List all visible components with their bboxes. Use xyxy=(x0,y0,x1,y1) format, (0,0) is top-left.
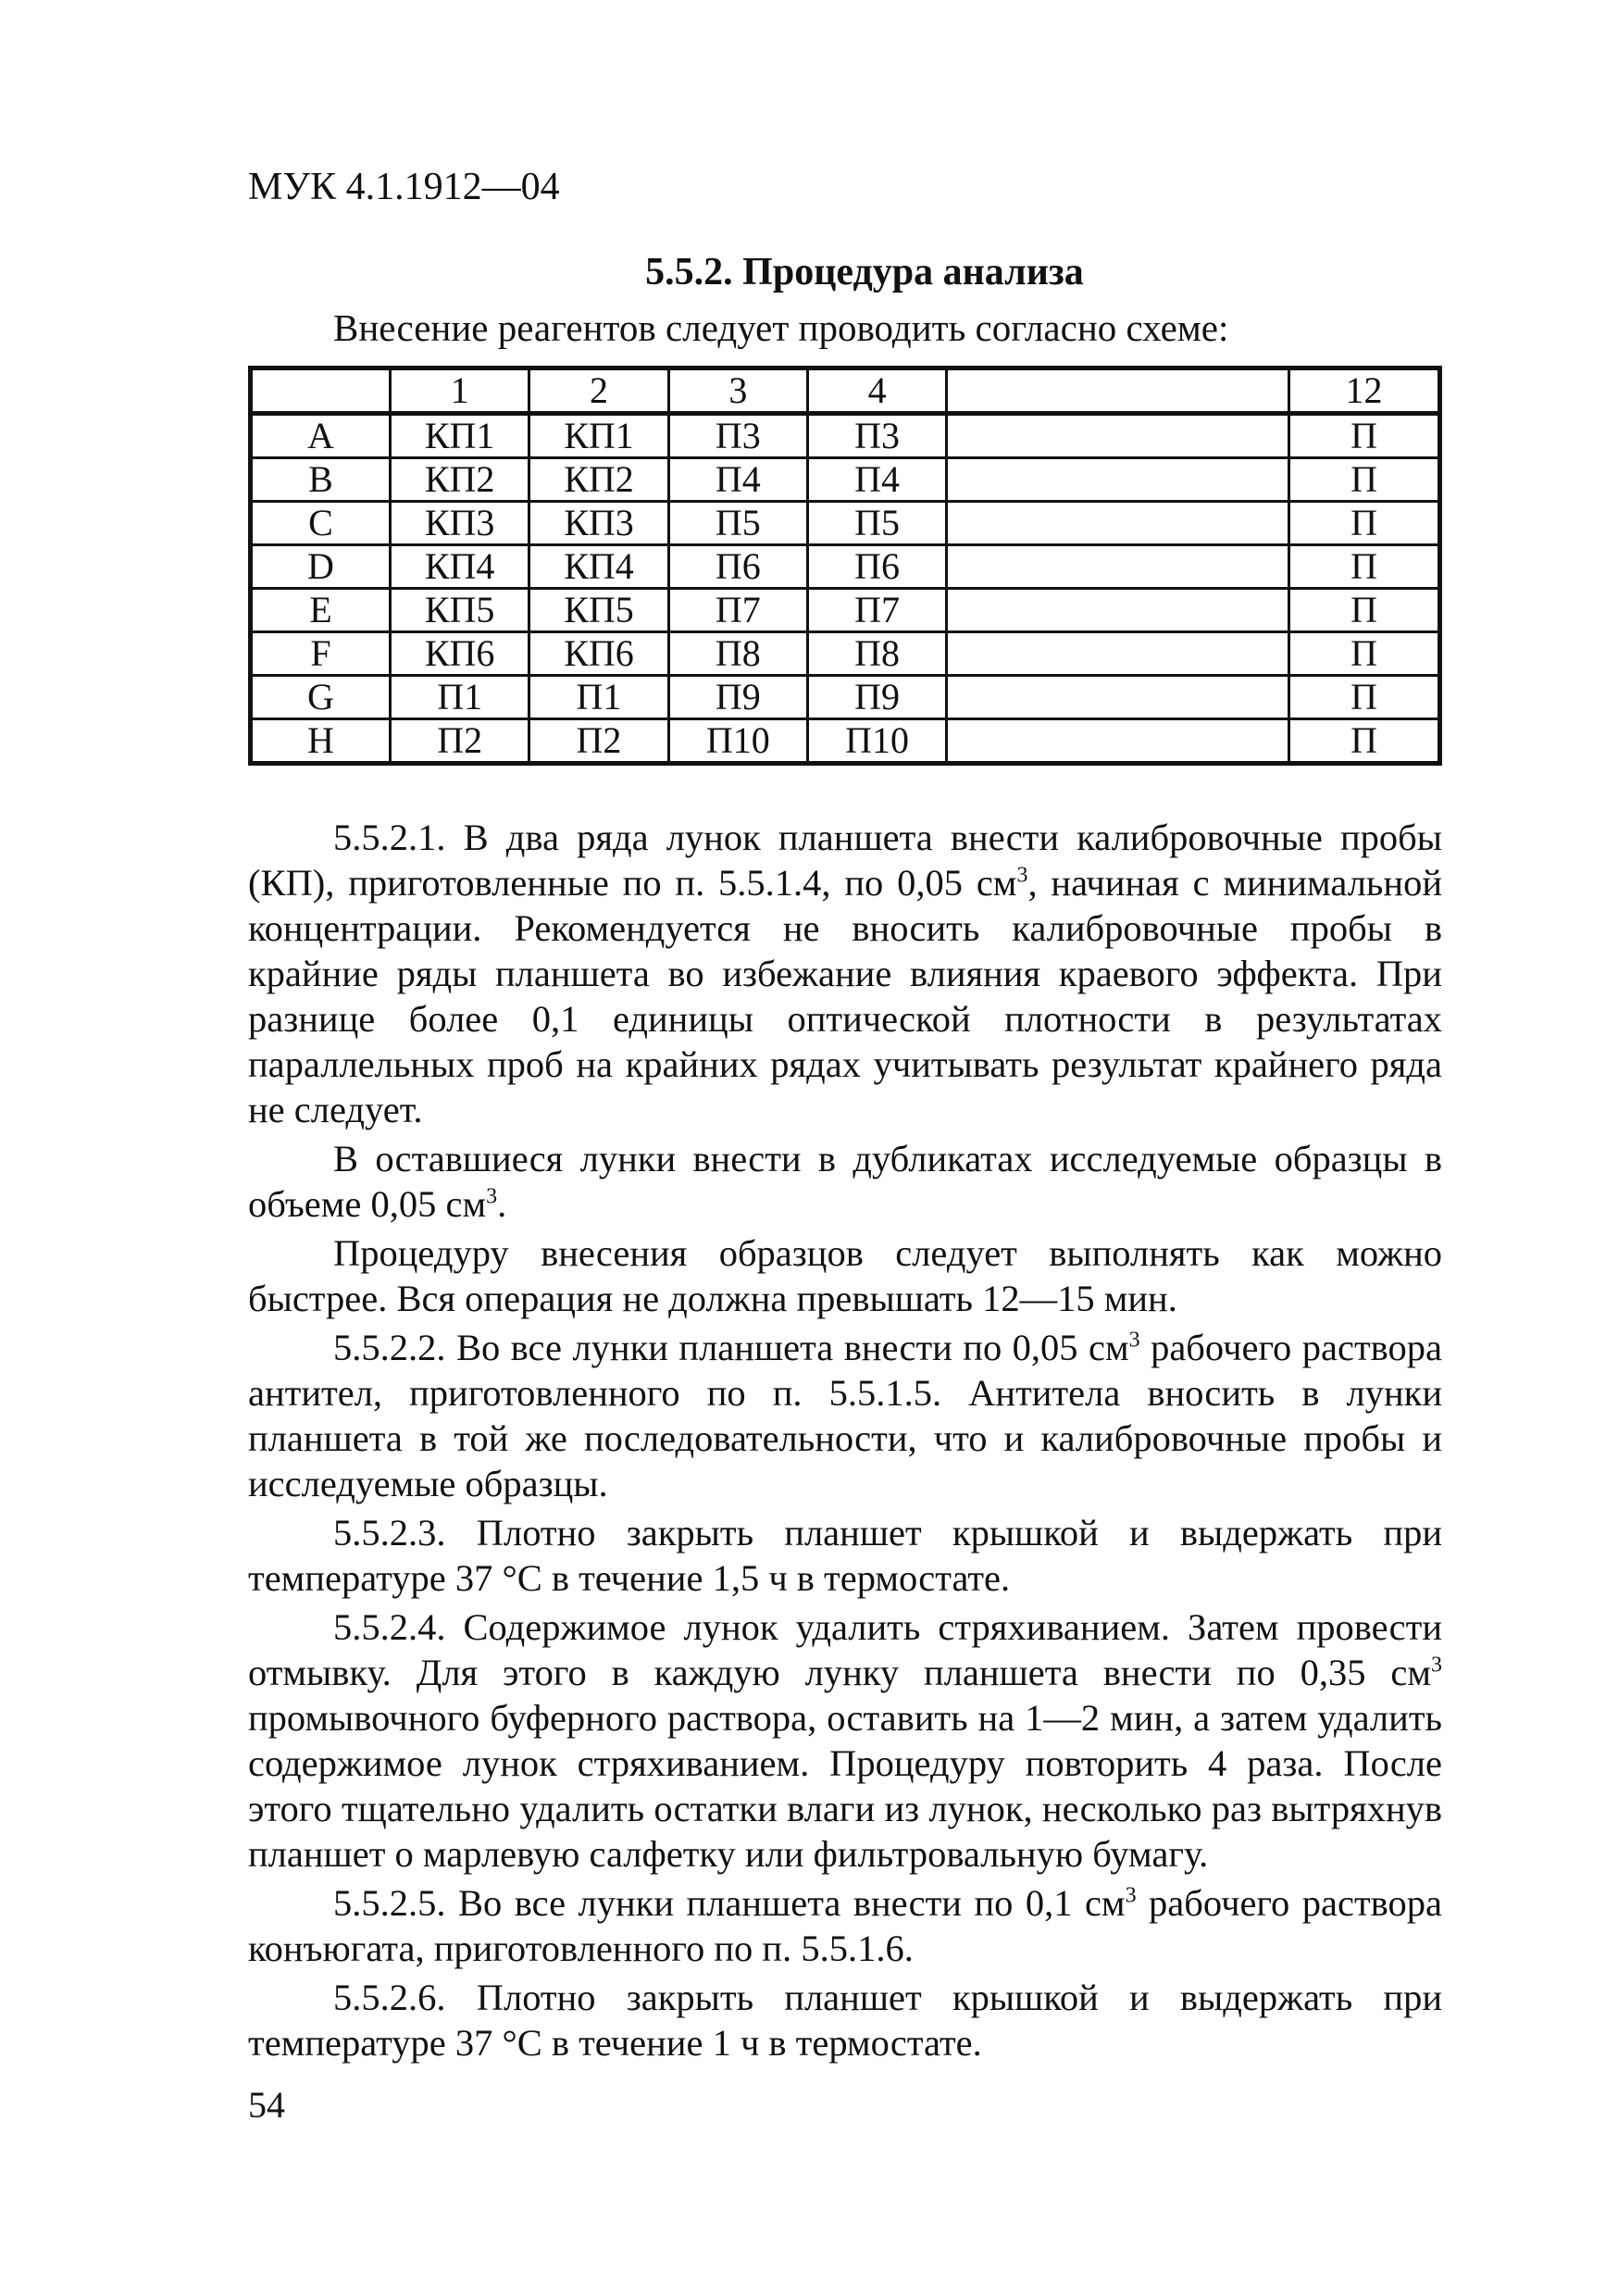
table-cell: П4 xyxy=(807,458,946,502)
table-cell xyxy=(947,414,1289,458)
plate-scheme-table xyxy=(248,366,1442,766)
table-cell: П xyxy=(1289,502,1440,545)
column-header: 1 xyxy=(390,368,529,414)
table-cell: КП6 xyxy=(390,632,529,676)
table-row xyxy=(251,676,1440,719)
table-header-row xyxy=(251,368,1440,414)
table-cell: П5 xyxy=(807,502,946,545)
section-title: 5.5.2. Процедура анализа xyxy=(645,251,1084,293)
paragraph-5-5-2-2: 5.5.2.2. Во все лунки планшета внести по 0,05 $см^3$ рабочего раствора антител, приготовленного по п. 5.5.1.5. Антитела вносить в лунки планшета в той же последовательности, что и калибровочные пробы и исследуемые образцы. xyxy=(248,1327,1442,1504)
table-row xyxy=(251,458,1440,502)
intro-text: Внесение реагентов следует проводить согласно схеме: xyxy=(333,306,1229,349)
table-cell xyxy=(947,502,1289,545)
row-label: H xyxy=(251,719,391,764)
table-cell: П1 xyxy=(529,676,668,719)
table-cell: П xyxy=(1289,676,1440,719)
paragraph-speed: Процедуру внесения образцов следует выполнять как можно быстрее. Вся операция не должна превышать 12—15 мин. xyxy=(248,1232,1442,1319)
table-cell: КП5 xyxy=(529,589,668,632)
row-label: C xyxy=(251,502,391,545)
row-label: A xyxy=(251,414,391,458)
table-cell: П xyxy=(1289,414,1440,458)
table-cell: П3 xyxy=(807,414,946,458)
paragraph-5-5-2-1: 5.5.2.1. В два ряда лунок планшета внести калибровочные пробы (КП), приготовленные по п. 5.5.1.4, по 0,05 $см^3$, начиная с минимальной концентрации. Рекомендуется не вносить калибровочные пробы в крайние ряды планшета во избежание влияния краевого эффекта. При разнице более 0,1 единицы оптической плотности в результатах параллельных проб на крайних рядах учитывать результат крайнего ряда не следует. xyxy=(248,817,1442,1130)
table-row xyxy=(251,414,1440,458)
column-header xyxy=(947,368,1289,414)
table-cell: КП3 xyxy=(390,502,529,545)
column-header: 12 xyxy=(1289,368,1440,414)
column-header xyxy=(251,368,391,414)
paragraph-5-5-2-6: 5.5.2.6. Плотно закрыть планшет крышкой и выдержать при температуре 37 °С в течение 1 ч в термостате. xyxy=(248,1977,1442,2064)
paragraph-5-5-2-4: 5.5.2.4. Содержимое лунок удалить стряхиванием. Затем провести отмывку. Для этого в каждую лунку планшета внести по 0,35 $см^3$ промывочного буферного раствора, оставить на 1—2 мин, а затем удалить содержимое лунок стряхиванием. Процедуру повторить 4 раза. После этого тщательно удалить остатки влаги из лунок, несколько раз вытряхнув планшет о марлевую салфетку или фильтровальную бумагу. xyxy=(248,1606,1442,1875)
table-cell: КП4 xyxy=(529,545,668,589)
table-row xyxy=(251,545,1440,589)
table-cell: П2 xyxy=(390,719,529,764)
table-cell: П9 xyxy=(668,676,807,719)
table-cell: П6 xyxy=(807,545,946,589)
table-cell: КП3 xyxy=(529,502,668,545)
table-cell: П xyxy=(1289,545,1440,589)
table-cell: П xyxy=(1289,589,1440,632)
table-cell: П10 xyxy=(668,719,807,764)
body-text xyxy=(248,815,1442,2069)
table-cell xyxy=(947,545,1289,589)
table-cell xyxy=(947,719,1289,764)
table-cell: КП2 xyxy=(390,458,529,502)
column-header: 3 xyxy=(668,368,807,414)
table-row xyxy=(251,502,1440,545)
table-cell: КП1 xyxy=(390,414,529,458)
table-cell: КП2 xyxy=(529,458,668,502)
table-cell: П1 xyxy=(390,676,529,719)
column-header: 2 xyxy=(529,368,668,414)
paragraph-5-5-2-3: 5.5.2.3. Плотно закрыть планшет крышкой и выдержать при температуре 37 °С в течение 1,5 ч в термостате. xyxy=(248,1512,1442,1599)
table-cell: П9 xyxy=(807,676,946,719)
table-cell xyxy=(947,458,1289,502)
table-row xyxy=(251,589,1440,632)
table-cell: КП1 xyxy=(529,414,668,458)
table-cell: КП5 xyxy=(390,589,529,632)
table-cell: П4 xyxy=(668,458,807,502)
row-label: F xyxy=(251,632,391,676)
table-cell: П xyxy=(1289,632,1440,676)
table-cell: П7 xyxy=(668,589,807,632)
table-cell: П7 xyxy=(807,589,946,632)
paragraph-duplicates: В оставшиеся лунки внести в дубликатах исследуемые образцы в объеме 0,05 $см^3$. xyxy=(248,1138,1442,1225)
table-cell: П xyxy=(1289,719,1440,764)
table-cell: П3 xyxy=(668,414,807,458)
table-cell: КП6 xyxy=(529,632,668,676)
table-cell xyxy=(947,589,1289,632)
table-cell: П8 xyxy=(668,632,807,676)
row-label: D xyxy=(251,545,391,589)
table-cell: П8 xyxy=(807,632,946,676)
paragraph-5-5-2-5: 5.5.2.5. Во все лунки планшета внести по 0,1 $см^3$ рабочего раствора конъюгата, приготовленного по п. 5.5.1.6. xyxy=(248,1882,1442,1969)
table-cell: П5 xyxy=(668,502,807,545)
row-label: G xyxy=(251,676,391,719)
table-cell xyxy=(947,632,1289,676)
table-cell: КП4 xyxy=(390,545,529,589)
document-header: МУК 4.1.1912—04 xyxy=(248,166,560,208)
page-number: 54 xyxy=(248,2084,285,2126)
table-cell: П2 xyxy=(529,719,668,764)
table-row xyxy=(251,632,1440,676)
table-cell: П xyxy=(1289,458,1440,502)
table-cell xyxy=(947,676,1289,719)
row-label: B xyxy=(251,458,391,502)
column-header: 4 xyxy=(807,368,946,414)
row-label: E xyxy=(251,589,391,632)
table-row xyxy=(251,719,1440,764)
table-cell: П6 xyxy=(668,545,807,589)
table-cell: П10 xyxy=(807,719,946,764)
